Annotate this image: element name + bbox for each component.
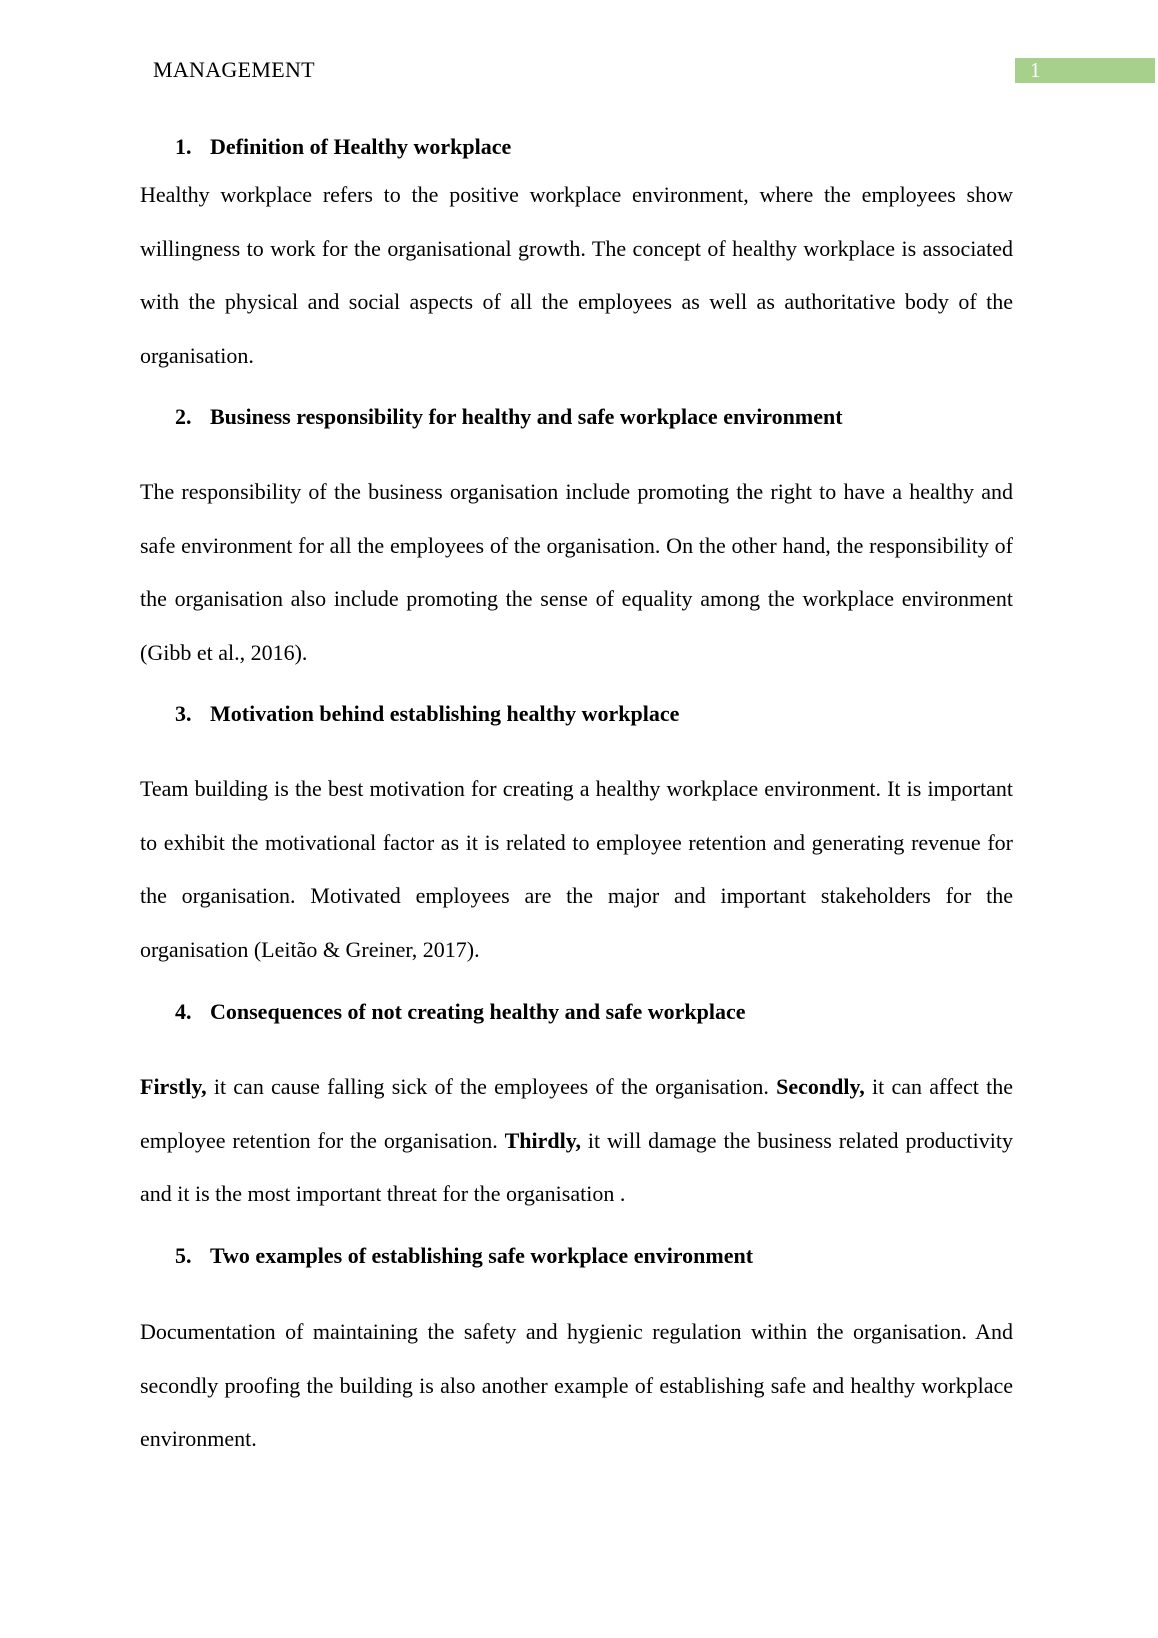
page-number-box xyxy=(1015,58,1155,83)
section-number: 2. xyxy=(175,404,192,429)
thirdly-label: Thirdly, xyxy=(504,1127,582,1153)
section-paragraph-1: Healthy workplace refers to the positive workplace environment, where the employees show willingness to work for the organisational growth. The concept of healthy workplace is associated with the physical and social aspects of all the employees as well as authoritative body of the organisation. xyxy=(140,182,1013,368)
header-title: MANAGEMENT xyxy=(153,57,315,82)
section-number: 5. xyxy=(175,1243,192,1268)
section-heading-text: Two examples of establishing safe workplace environment xyxy=(210,1243,754,1268)
section-heading-2 xyxy=(175,403,843,431)
thirdly-text: it will damage the business related productivity and it is the most important threat for the organisation . xyxy=(140,1127,1013,1206)
section-heading-5 xyxy=(175,1242,753,1270)
page-number: 1 xyxy=(1030,58,1041,82)
section-number: 3. xyxy=(175,701,192,726)
secondly-text: it can affect the employee retention for the organisation. xyxy=(140,1074,1013,1153)
section-heading-text: Consequences of not creating healthy and safe workplace xyxy=(210,999,746,1024)
section-paragraph-2: The responsibility of the business organisation include promoting the right to have a healthy and safe environment for all the employees of the organisation. On the other hand, the responsibility of the organisation also include promoting the sense of equality among the workplace environment (Gibb et al., 2016). xyxy=(140,479,1013,665)
section-number: 1. xyxy=(175,134,192,159)
firstly-label: Firstly, xyxy=(140,1074,207,1099)
section-paragraph-4 xyxy=(140,1060,1013,1221)
section-paragraph-5: Documentation of maintaining the safety and hygienic regulation within the organisation. And secondly proofing the building is also another example of establishing safe and healthy workplace environment. xyxy=(140,1319,1013,1451)
section-paragraph-3: Team building is the best motivation for creating a healthy workplace environment. It is important to exhibit the motivational factor as it is related to employee retention and generating revenue for the organisation. Motivated employees are the major and important stakeholders for the organisation (Leitão & Greiner, 2017). xyxy=(140,776,1013,962)
section-heading-1 xyxy=(175,133,511,161)
section-heading-text: Definition of Healthy workplace xyxy=(210,134,512,159)
section-heading-3 xyxy=(175,700,679,728)
section-number: 4. xyxy=(175,999,192,1024)
section-heading-text: Motivation behind establishing healthy workplace xyxy=(210,701,680,726)
firstly-text: it can cause falling sick of the employees of the organisation. xyxy=(206,1074,777,1099)
section-heading-4 xyxy=(175,998,746,1026)
secondly-label: Secondly, xyxy=(776,1074,865,1099)
section-heading-text: Business responsibility for healthy and safe workplace environment xyxy=(210,404,843,429)
